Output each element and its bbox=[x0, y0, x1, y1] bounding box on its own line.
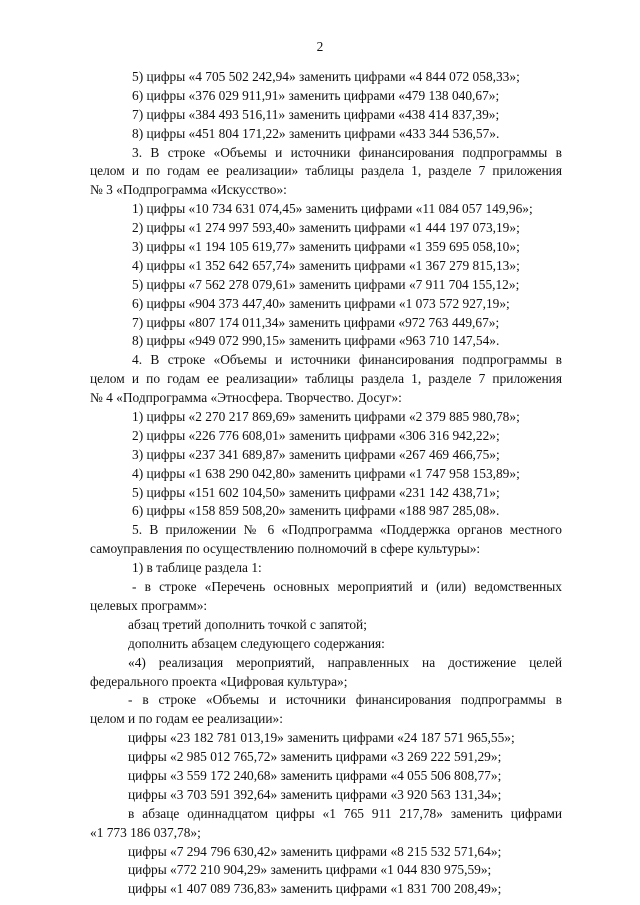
text-line: 3. В строке «Объемы и источники финансирования подпрограммы в bbox=[132, 144, 562, 160]
text-line: № 3 «Подпрограмма «Искусство»: bbox=[90, 182, 287, 198]
text-line: 5. В приложении № 6 «Подпрограмма «Поддержка органов местного bbox=[132, 522, 562, 538]
text-line: в абзаце одиннадцатом цифры «1 765 911 217,78» заменить цифрами bbox=[128, 805, 562, 821]
text-line: 5) цифры «4 705 502 242,94» заменить цифрами «4 844 072 058,33»; bbox=[132, 69, 520, 84]
text-line: целом и по годам ее реализации»: bbox=[90, 711, 283, 727]
text-line: целом и по годам ее реализации» таблицы раздела 1, разделе 7 приложения bbox=[90, 371, 562, 387]
text-line: цифры «3 703 591 392,64» заменить цифрами «3 920 563 131,34»; bbox=[128, 786, 502, 802]
text-line: цифры «7 294 796 630,42» заменить цифрами «8 215 532 571,64»; bbox=[128, 843, 502, 859]
text-line: № 4 «Подпрограмма «Этносфера. Творчество. Досуг»: bbox=[90, 390, 402, 406]
text-line: 6) цифры «904 373 447,40» заменить цифрами «1 073 572 927,19»; bbox=[132, 295, 510, 311]
text-line: 2) цифры «226 776 608,01» заменить цифрами «306 316 942,22»; bbox=[132, 427, 500, 443]
text-line: абзац третий дополнить точкой с запятой; bbox=[128, 616, 367, 632]
text-line: 1) цифры «2 270 217 869,69» заменить цифрами «2 379 885 980,78»; bbox=[132, 409, 520, 425]
text-line: 5) цифры «151 602 104,50» заменить цифрами «231 142 438,71»; bbox=[132, 484, 500, 500]
text-line: 5) цифры «7 562 278 079,61» заменить цифрами «7 911 704 155,12»; bbox=[132, 276, 520, 292]
text-line: 4. В строке «Объемы и источники финансирования подпрограммы в bbox=[132, 352, 562, 368]
text-line: 4) цифры «1 352 642 657,74» заменить цифрами «1 367 279 815,13»; bbox=[132, 257, 520, 273]
text-line: «1 773 186 037,78»; bbox=[90, 824, 201, 840]
text-line: самоуправления по осуществлению полномочий в сфере культуры»: bbox=[90, 541, 481, 557]
text-line: целом и по годам ее реализации» таблицы раздела 1, разделе 7 приложения bbox=[90, 163, 562, 179]
text-line: цифры «772 210 904,29» заменить цифрами «1 044 830 975,59»; bbox=[128, 862, 492, 878]
document-body bbox=[90, 68, 562, 899]
text-line: - в строке «Объемы и источники финансирования подпрограммы в bbox=[128, 692, 562, 708]
text-line: 3) цифры «237 341 689,87» заменить цифрами «267 469 466,75»; bbox=[132, 446, 500, 462]
text-line: целевых программ»: bbox=[90, 597, 208, 613]
text-line: федерального проекта «Цифровая культура»; bbox=[90, 673, 348, 689]
text-line: 1) цифры «10 734 631 074,45» заменить цифрами «11 084 057 149,96»; bbox=[132, 201, 533, 217]
text-line: 6) цифры «158 859 508,20» заменить цифрами «188 987 285,08». bbox=[132, 503, 500, 519]
text-line: цифры «2 985 012 765,72» заменить цифрами «3 269 222 591,29»; bbox=[128, 749, 502, 765]
text-line: 7) цифры «807 174 011,34» заменить цифрами «972 763 449,67»; bbox=[132, 314, 500, 330]
text-line: 4) цифры «1 638 290 042,80» заменить цифрами «1 747 958 153,89»; bbox=[132, 465, 520, 481]
text-line: 3) цифры «1 194 105 619,77» заменить цифрами «1 359 695 058,10»; bbox=[132, 239, 520, 255]
text-line: 8) цифры «949 072 990,15» заменить цифрами «963 710 147,54». bbox=[132, 333, 500, 349]
text-line: «4) реализация мероприятий, направленных на достижение целей bbox=[128, 654, 562, 670]
text-line: 8) цифры «451 804 171,22» заменить цифрами «433 344 536,57». bbox=[132, 125, 500, 141]
text-line: 2) цифры «1 274 997 593,40» заменить цифрами «1 444 197 073,19»; bbox=[132, 220, 520, 236]
text-line: 1) в таблице раздела 1: bbox=[132, 560, 262, 576]
text-line: цифры «3 559 172 240,68» заменить цифрами «4 055 506 808,77»; bbox=[128, 767, 502, 783]
page-number: 2 bbox=[316, 39, 324, 54]
text-line: цифры «1 407 089 736,83» заменить цифрами «1 831 700 208,49»; bbox=[128, 881, 502, 897]
text-line: 7) цифры «384 493 516,11» заменить цифрами «438 414 837,39»; bbox=[132, 106, 500, 122]
text-line: 6) цифры «376 029 911,91» заменить цифрами «479 138 040,67»; bbox=[132, 87, 500, 103]
text-line: дополнить абзацем следующего содержания: bbox=[128, 635, 385, 651]
text-line: - в строке «Перечень основных мероприятий и (или) ведомственных bbox=[132, 579, 562, 595]
text-line: цифры «23 182 781 013,19» заменить цифрами «24 187 571 965,55»; bbox=[128, 730, 515, 746]
